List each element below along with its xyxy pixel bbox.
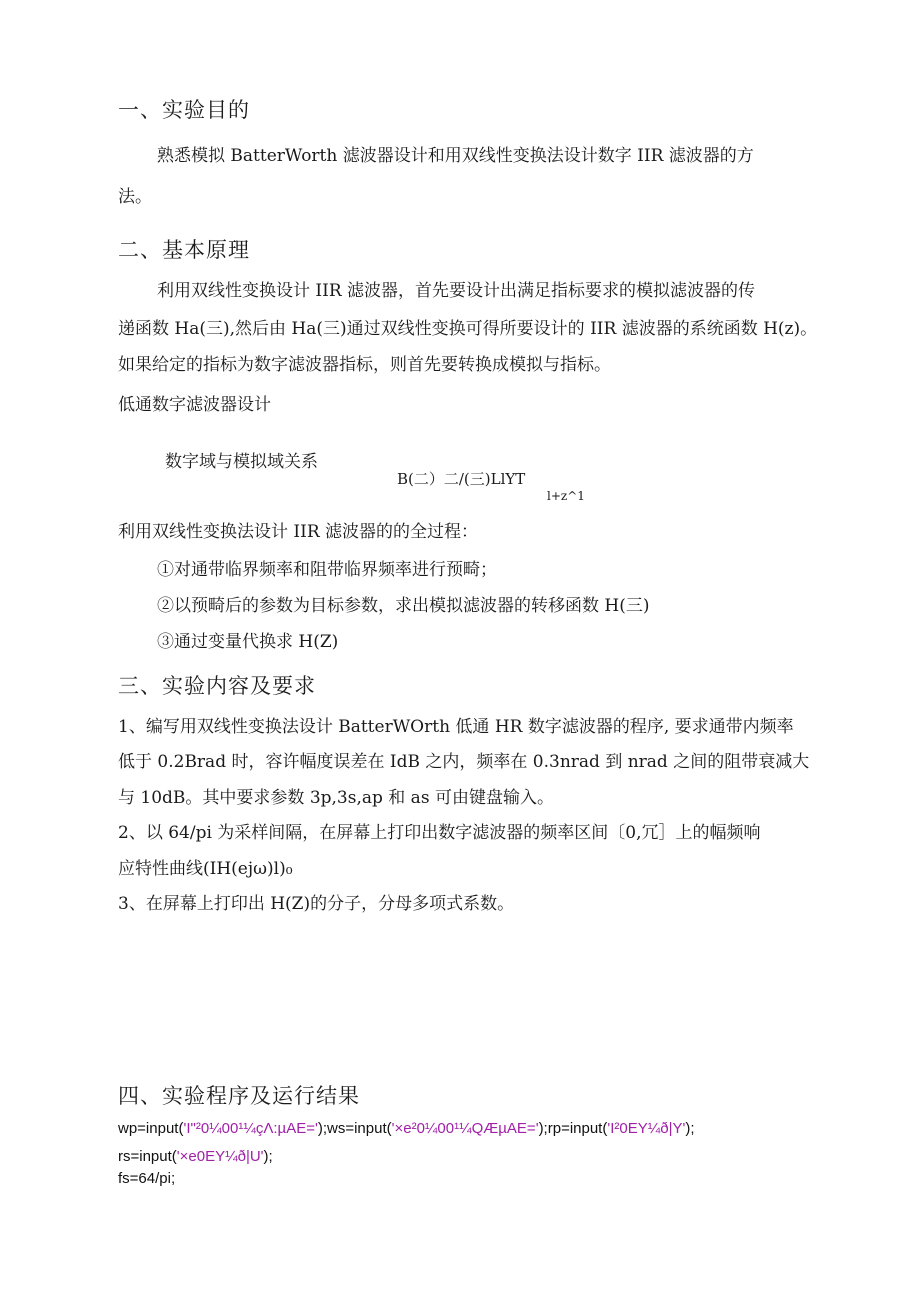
objective-line-2: 法。	[118, 187, 152, 207]
formula-main: B(二）二/(三)LlYT	[397, 470, 526, 488]
objective-line-1: 熟悉模拟 BatterWorth 滤波器设计和用双线性变换法设计数字 IIR 滤波器的方	[157, 146, 754, 166]
process-step-2: ②以预畸后的参数为目标参数，求出模拟滤波器的转移函数 H(三)	[157, 596, 650, 616]
code-token: wp=input(	[118, 1120, 184, 1137]
code-token: );rp=input(	[538, 1120, 608, 1137]
code-string: 'I"²0¼00¹¼çΛ:µAE='	[183, 1120, 318, 1137]
code-line-2	[118, 1148, 273, 1165]
code-token: );	[685, 1120, 695, 1137]
process-step-1: ①对通带临界频率和阻带临界频率进行预畸；	[157, 560, 497, 580]
requirement-1-line-1: 1、编写用双线性变换法设计 BatterWOrth 低通 HR 数字滤波器的程序, 要求通带内频率	[118, 717, 794, 737]
code-line-3: fs=64/pi;	[118, 1170, 176, 1187]
process-step-3: ③通过变量代换求 H(Z)	[157, 632, 339, 652]
process-title: 利用双线性变换法设计 IIR 滤波器的的全过程：	[118, 522, 479, 542]
code-string: 'I²0EY¼ð|Y'	[607, 1120, 686, 1137]
section-heading-program: 四、实验程序及运行结果	[118, 1084, 360, 1108]
requirement-1-line-2: 低于 0.2Brad 时，容许幅度误差在 IdB 之内，频率在 0.3nrad 到 nrad 之间的阻带衰减大	[118, 752, 810, 772]
code-line-1	[118, 1120, 695, 1137]
section-heading-principle: 二、基本原理	[118, 238, 250, 262]
lowpass-subtitle: 低通数字滤波器设计	[118, 395, 271, 415]
principle-line-3: 如果给定的指标为数字滤波器指标，则首先要转换成模拟与指标。	[118, 355, 611, 375]
section-heading-objective: 一、实验目的	[118, 98, 250, 122]
code-string: '×e²0¼00¹¼QÆµAE='	[391, 1120, 539, 1137]
requirement-2-line-2: 应特性曲线(IH(ejω)l)₀	[118, 859, 293, 879]
requirement-1-line-3: 与 10dB。其中要求参数 3p,3s,ap 和 as 可由键盘输入。	[118, 788, 554, 808]
code-string: '×e0EY¼ð|U'	[176, 1148, 264, 1165]
section-heading-content: 三、实验内容及要求	[118, 674, 316, 698]
requirement-2-line-1: 2、以 64/pi 为采样间隔，在屏幕上打印出数字滤波器的频率区间〔0,冗］上的幅频响	[118, 823, 761, 843]
formula-denominator: l+z^1	[547, 489, 585, 503]
principle-line-1: 利用双线性变换设计 IIR 滤波器，首先要设计出满足指标要求的模拟滤波器的传	[157, 281, 756, 301]
requirement-3: 3、在屏幕上打印出 H(Z)的分子，分母多项式系数。	[118, 894, 515, 914]
code-token: );ws=input(	[317, 1120, 392, 1137]
code-token: );	[263, 1148, 273, 1165]
relation-label: 数字域与模拟域关系	[165, 452, 318, 472]
principle-line-2: 递函数 Ha(三),然后由 Ha(三)通过双线性变换可得所要设计的 IIR 滤波器的系统函数 H(z)。	[118, 319, 818, 339]
code-token: rs=input(	[118, 1148, 177, 1165]
